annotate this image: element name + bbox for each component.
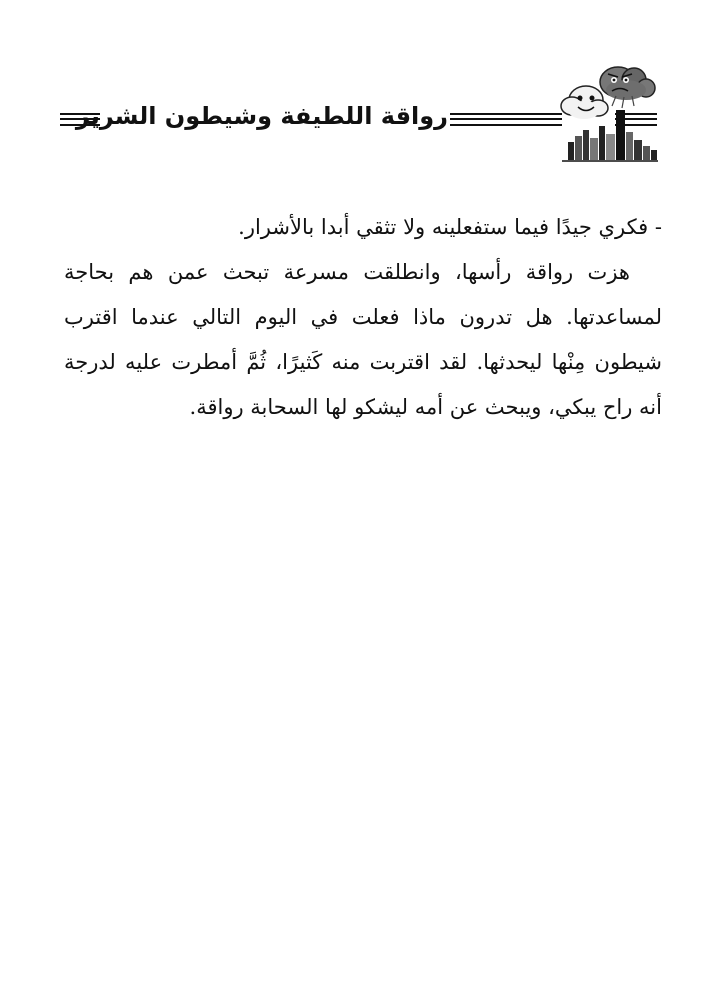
happy-cloud-icon [561,86,608,119]
paragraph-dialogue: - فكري جيدًا فيما ستفعلينه ولا تثقي أبدا بالأشرار. [238,215,662,239]
story-text [64,205,662,430]
angry-cloud-icon [600,67,655,108]
cloud-city-illustration [508,60,660,164]
header-rule-right [615,113,657,126]
chapter-header [50,60,670,170]
chapter-title: رواقة اللطيفة وشيطون الشرير [75,102,448,130]
paragraph-narration: هزت رواقة رأسها، وانطلقت مسرعة تبحث عمن هم بحاجة لمساعدتها. هل تدرون ماذا فعلت في اليوم التالي عندما اقترب شيطون مِنْها ليحدثها. لقد اقتربت منه كَثيرًا، ثُمَّ أمطرت عليه لدرجة أنه راح يبكي، ويبحث عن أمه ليشكو لها السحابة رواقة. [64,260,662,419]
